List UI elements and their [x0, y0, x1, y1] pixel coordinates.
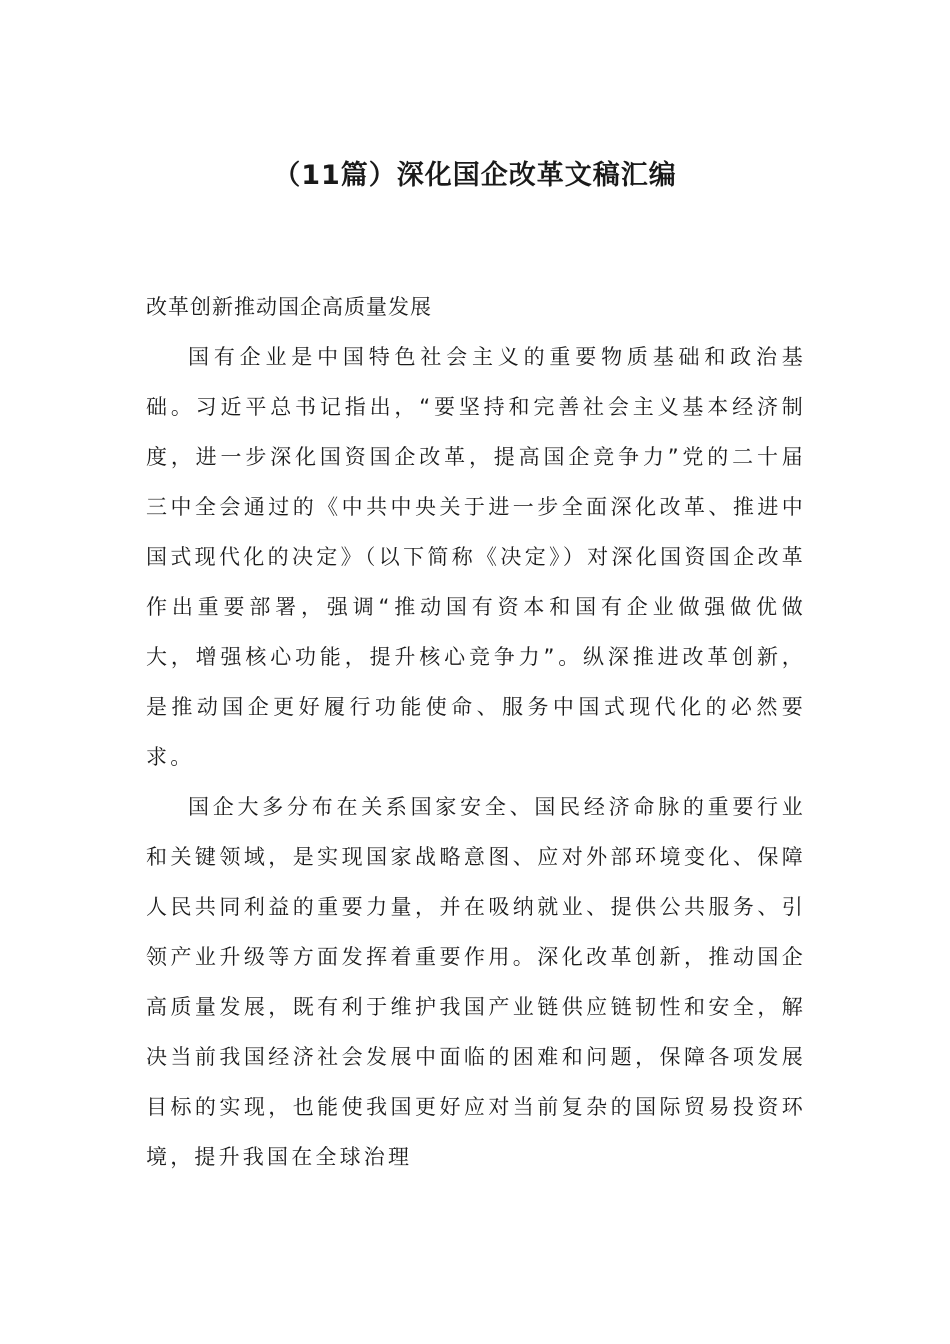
- document-body: [146, 282, 806, 1182]
- document-title: （11篇）深化国企改革文稿汇编: [273, 160, 677, 191]
- paragraph: 国企大多分布在关系国家安全、国民经济命脉的重要行业和关键领域，是实现国家战略意图、应对外部环境变化、保障人民共同利益的重要力量，并在吸纳就业、提供公共服务、引领产业升级等方面发挥着重要作用。深化改革创新，推动国企高质量发展，既有利于维护我国产业链供应链韧性和安全，解决当前我国经济社会发展中面临的困难和问题，保障各项发展目标的实现，也能使我国更好应对当前复杂的国际贸易投资环境，提升我国在全球治理: [146, 795, 806, 1169]
- section-title: 改革创新推动国企高质量发展: [146, 295, 432, 319]
- paragraph: 国有企业是中国特色社会主义的重要物质基础和政治基础。习近平总书记指出，“要坚持和完善社会主义基本经济制度，进一步深化国资国企改革，提高国企竞争力”党的二十届三中全会通过的《中共中央关于进一步全面深化改革、推进中国式现代化的决定》（以下简称《决定》）对深化国资国企改革作出重要部署，强调“推动国有资本和国有企业做强做优做大，增强核心功能，提升核心竞争力”。纵深推进改革创新，是推动国企更好履行功能使命、服务中国式现代化的必然要求。: [146, 345, 806, 769]
